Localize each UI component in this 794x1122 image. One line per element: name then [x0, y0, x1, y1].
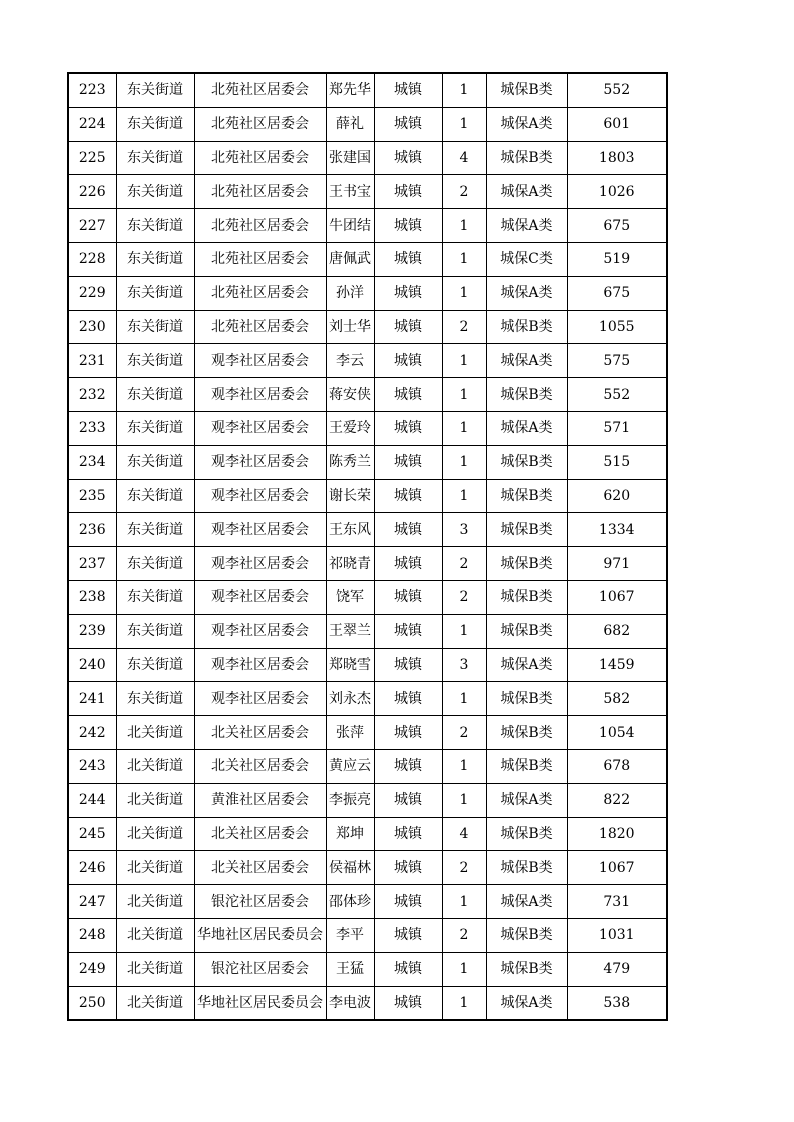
insurance-category-cell: 城保B类 — [486, 445, 567, 479]
insurance-category-cell: 城保A类 — [486, 344, 567, 378]
member-count-cell: 2 — [442, 310, 486, 344]
row-index-cell: 242 — [68, 716, 116, 750]
community-cell: 华地社区居民委员会 — [194, 986, 326, 1020]
household-type-cell: 城镇 — [374, 851, 442, 885]
roster-body — [68, 73, 667, 1020]
insurance-category-cell: 城保B类 — [486, 614, 567, 648]
amount-cell: 971 — [567, 547, 667, 581]
name-cell: 饶军 — [326, 580, 374, 614]
household-type-cell: 城镇 — [374, 580, 442, 614]
community-cell: 银沱社区居委会 — [194, 885, 326, 919]
household-type-cell: 城镇 — [374, 344, 442, 378]
amount-cell: 675 — [567, 209, 667, 243]
row-index-cell: 248 — [68, 918, 116, 952]
household-type-cell: 城镇 — [374, 513, 442, 547]
household-type-cell: 城镇 — [374, 175, 442, 209]
subdistrict-cell: 东关街道 — [116, 682, 194, 716]
row-index-cell: 231 — [68, 344, 116, 378]
row-index-cell: 233 — [68, 411, 116, 445]
table-row — [68, 885, 667, 919]
community-cell: 北关社区居委会 — [194, 716, 326, 750]
table-row — [68, 479, 667, 513]
row-index-cell: 223 — [68, 73, 116, 107]
community-cell: 北关社区居委会 — [194, 851, 326, 885]
name-cell: 郑坤 — [326, 817, 374, 851]
household-type-cell: 城镇 — [374, 682, 442, 716]
amount-cell: 519 — [567, 242, 667, 276]
community-cell: 观李社区居委会 — [194, 344, 326, 378]
amount-cell: 1067 — [567, 851, 667, 885]
member-count-cell: 3 — [442, 648, 486, 682]
household-type-cell: 城镇 — [374, 716, 442, 750]
community-cell: 银沱社区居委会 — [194, 952, 326, 986]
subdistrict-cell: 东关街道 — [116, 580, 194, 614]
amount-cell: 601 — [567, 107, 667, 141]
row-index-cell: 237 — [68, 547, 116, 581]
table-row — [68, 73, 667, 107]
community-cell: 北苑社区居委会 — [194, 276, 326, 310]
household-type-cell: 城镇 — [374, 479, 442, 513]
insurance-category-cell: 城保A类 — [486, 783, 567, 817]
row-index-cell: 224 — [68, 107, 116, 141]
amount-cell: 1334 — [567, 513, 667, 547]
table-row — [68, 242, 667, 276]
household-type-cell: 城镇 — [374, 276, 442, 310]
table-row — [68, 918, 667, 952]
name-cell: 王东风 — [326, 513, 374, 547]
member-count-cell: 1 — [442, 445, 486, 479]
amount-cell: 675 — [567, 276, 667, 310]
row-index-cell: 227 — [68, 209, 116, 243]
name-cell: 郑先华 — [326, 73, 374, 107]
household-type-cell: 城镇 — [374, 918, 442, 952]
amount-cell: 731 — [567, 885, 667, 919]
community-cell: 观李社区居委会 — [194, 547, 326, 581]
household-type-cell: 城镇 — [374, 749, 442, 783]
table-row — [68, 716, 667, 750]
amount-cell: 538 — [567, 986, 667, 1020]
insurance-category-cell: 城保B类 — [486, 479, 567, 513]
table-row — [68, 175, 667, 209]
subdistrict-cell: 东关街道 — [116, 513, 194, 547]
table-row — [68, 580, 667, 614]
table-row — [68, 276, 667, 310]
table-row — [68, 783, 667, 817]
row-index-cell: 240 — [68, 648, 116, 682]
subdistrict-cell: 东关街道 — [116, 411, 194, 445]
row-index-cell: 225 — [68, 141, 116, 175]
name-cell: 侯福林 — [326, 851, 374, 885]
member-count-cell: 2 — [442, 918, 486, 952]
subdistrict-cell: 东关街道 — [116, 648, 194, 682]
member-count-cell: 2 — [442, 580, 486, 614]
subdistrict-cell: 东关街道 — [116, 73, 194, 107]
table-row — [68, 851, 667, 885]
member-count-cell: 1 — [442, 986, 486, 1020]
table-row — [68, 817, 667, 851]
community-cell: 观李社区居委会 — [194, 614, 326, 648]
household-type-cell: 城镇 — [374, 310, 442, 344]
amount-cell: 479 — [567, 952, 667, 986]
member-count-cell: 1 — [442, 411, 486, 445]
insurance-category-cell: 城保B类 — [486, 378, 567, 412]
table-row — [68, 682, 667, 716]
subdistrict-cell: 东关街道 — [116, 479, 194, 513]
row-index-cell: 238 — [68, 580, 116, 614]
name-cell: 张萍 — [326, 716, 374, 750]
name-cell: 王爱玲 — [326, 411, 374, 445]
table-row — [68, 749, 667, 783]
table-row — [68, 547, 667, 581]
insurance-category-cell: 城保B类 — [486, 682, 567, 716]
subdistrict-cell: 北关街道 — [116, 952, 194, 986]
row-index-cell: 236 — [68, 513, 116, 547]
insurance-category-cell: 城保B类 — [486, 851, 567, 885]
household-type-cell: 城镇 — [374, 648, 442, 682]
row-index-cell: 250 — [68, 986, 116, 1020]
insurance-category-cell: 城保A类 — [486, 986, 567, 1020]
name-cell: 孙洋 — [326, 276, 374, 310]
community-cell: 观李社区居委会 — [194, 411, 326, 445]
subdistrict-cell: 东关街道 — [116, 209, 194, 243]
row-index-cell: 235 — [68, 479, 116, 513]
row-index-cell: 245 — [68, 817, 116, 851]
insurance-category-cell: 城保A类 — [486, 175, 567, 209]
member-count-cell: 4 — [442, 141, 486, 175]
amount-cell: 620 — [567, 479, 667, 513]
row-index-cell: 229 — [68, 276, 116, 310]
row-index-cell: 243 — [68, 749, 116, 783]
name-cell: 李电波 — [326, 986, 374, 1020]
community-cell: 观李社区居委会 — [194, 682, 326, 716]
household-type-cell: 城镇 — [374, 783, 442, 817]
community-cell: 观李社区居委会 — [194, 378, 326, 412]
amount-cell: 582 — [567, 682, 667, 716]
name-cell: 张建国 — [326, 141, 374, 175]
subdistrict-cell: 东关街道 — [116, 547, 194, 581]
household-type-cell: 城镇 — [374, 209, 442, 243]
amount-cell: 1803 — [567, 141, 667, 175]
household-type-cell: 城镇 — [374, 445, 442, 479]
community-cell: 北苑社区居委会 — [194, 107, 326, 141]
name-cell: 谢长荣 — [326, 479, 374, 513]
amount-cell: 1067 — [567, 580, 667, 614]
subdistrict-cell: 东关街道 — [116, 242, 194, 276]
member-count-cell: 2 — [442, 175, 486, 209]
subdistrict-cell: 东关街道 — [116, 378, 194, 412]
subdistrict-cell: 东关街道 — [116, 107, 194, 141]
community-cell: 北苑社区居委会 — [194, 175, 326, 209]
subdistrict-cell: 北关街道 — [116, 749, 194, 783]
subdistrict-cell: 北关街道 — [116, 986, 194, 1020]
table-row — [68, 141, 667, 175]
subdistrict-cell: 东关街道 — [116, 175, 194, 209]
member-count-cell: 1 — [442, 276, 486, 310]
amount-cell: 1459 — [567, 648, 667, 682]
subdistrict-cell: 北关街道 — [116, 817, 194, 851]
table-row — [68, 648, 667, 682]
member-count-cell: 2 — [442, 851, 486, 885]
name-cell: 蒋安侠 — [326, 378, 374, 412]
insurance-category-cell: 城保B类 — [486, 547, 567, 581]
amount-cell: 552 — [567, 73, 667, 107]
name-cell: 郑晓雪 — [326, 648, 374, 682]
table-row — [68, 513, 667, 547]
household-type-cell: 城镇 — [374, 73, 442, 107]
name-cell: 唐佩武 — [326, 242, 374, 276]
amount-cell: 571 — [567, 411, 667, 445]
member-count-cell: 1 — [442, 783, 486, 817]
name-cell: 王翠兰 — [326, 614, 374, 648]
insurance-category-cell: 城保A类 — [486, 276, 567, 310]
name-cell: 祁晓青 — [326, 547, 374, 581]
amount-cell: 552 — [567, 378, 667, 412]
community-cell: 北关社区居委会 — [194, 749, 326, 783]
name-cell: 邵体珍 — [326, 885, 374, 919]
household-type-cell: 城镇 — [374, 885, 442, 919]
member-count-cell: 1 — [442, 344, 486, 378]
name-cell: 薛礼 — [326, 107, 374, 141]
amount-cell: 575 — [567, 344, 667, 378]
name-cell: 王书宝 — [326, 175, 374, 209]
subdistrict-cell: 东关街道 — [116, 310, 194, 344]
household-type-cell: 城镇 — [374, 817, 442, 851]
amount-cell: 1031 — [567, 918, 667, 952]
row-index-cell: 239 — [68, 614, 116, 648]
community-cell: 北苑社区居委会 — [194, 141, 326, 175]
row-index-cell: 246 — [68, 851, 116, 885]
community-cell: 北关社区居委会 — [194, 817, 326, 851]
member-count-cell: 4 — [442, 817, 486, 851]
insurance-category-cell: 城保B类 — [486, 918, 567, 952]
insurance-category-cell: 城保B类 — [486, 817, 567, 851]
household-type-cell: 城镇 — [374, 952, 442, 986]
member-count-cell: 2 — [442, 547, 486, 581]
community-cell: 黄淮社区居委会 — [194, 783, 326, 817]
name-cell: 王猛 — [326, 952, 374, 986]
member-count-cell: 1 — [442, 242, 486, 276]
row-index-cell: 226 — [68, 175, 116, 209]
name-cell: 陈秀兰 — [326, 445, 374, 479]
amount-cell: 1026 — [567, 175, 667, 209]
row-index-cell: 241 — [68, 682, 116, 716]
table-row — [68, 209, 667, 243]
name-cell: 刘士华 — [326, 310, 374, 344]
row-index-cell: 244 — [68, 783, 116, 817]
community-cell: 北苑社区居委会 — [194, 242, 326, 276]
row-index-cell: 228 — [68, 242, 116, 276]
subdistrict-cell: 东关街道 — [116, 344, 194, 378]
insurance-category-cell: 城保A类 — [486, 648, 567, 682]
subdistrict-cell: 东关街道 — [116, 445, 194, 479]
community-cell: 北苑社区居委会 — [194, 73, 326, 107]
insurance-category-cell: 城保B类 — [486, 513, 567, 547]
insurance-category-cell: 城保A类 — [486, 107, 567, 141]
subdistrict-cell: 东关街道 — [116, 276, 194, 310]
member-count-cell: 3 — [442, 513, 486, 547]
community-cell: 北苑社区居委会 — [194, 209, 326, 243]
community-cell: 观李社区居委会 — [194, 479, 326, 513]
table-row — [68, 344, 667, 378]
household-type-cell: 城镇 — [374, 378, 442, 412]
row-index-cell: 247 — [68, 885, 116, 919]
table-row — [68, 986, 667, 1020]
amount-cell: 515 — [567, 445, 667, 479]
amount-cell: 678 — [567, 749, 667, 783]
row-index-cell: 232 — [68, 378, 116, 412]
roster-table — [67, 72, 668, 1021]
row-index-cell: 249 — [68, 952, 116, 986]
subdistrict-cell: 东关街道 — [116, 614, 194, 648]
table-row — [68, 107, 667, 141]
household-type-cell: 城镇 — [374, 141, 442, 175]
insurance-category-cell: 城保B类 — [486, 141, 567, 175]
member-count-cell: 1 — [442, 885, 486, 919]
table-row — [68, 310, 667, 344]
member-count-cell: 1 — [442, 209, 486, 243]
amount-cell: 682 — [567, 614, 667, 648]
name-cell: 黄应云 — [326, 749, 374, 783]
community-cell: 观李社区居委会 — [194, 580, 326, 614]
member-count-cell: 2 — [442, 716, 486, 750]
subdistrict-cell: 北关街道 — [116, 885, 194, 919]
table-row — [68, 411, 667, 445]
amount-cell: 822 — [567, 783, 667, 817]
household-type-cell: 城镇 — [374, 242, 442, 276]
row-index-cell: 234 — [68, 445, 116, 479]
household-type-cell: 城镇 — [374, 107, 442, 141]
name-cell: 李平 — [326, 918, 374, 952]
table-row — [68, 952, 667, 986]
name-cell: 李云 — [326, 344, 374, 378]
subdistrict-cell: 北关街道 — [116, 851, 194, 885]
member-count-cell: 1 — [442, 614, 486, 648]
insurance-category-cell: 城保A类 — [486, 411, 567, 445]
table-row — [68, 378, 667, 412]
insurance-category-cell: 城保B类 — [486, 310, 567, 344]
member-count-cell: 1 — [442, 378, 486, 412]
community-cell: 北苑社区居委会 — [194, 310, 326, 344]
household-type-cell: 城镇 — [374, 614, 442, 648]
member-count-cell: 1 — [442, 107, 486, 141]
household-type-cell: 城镇 — [374, 411, 442, 445]
insurance-category-cell: 城保B类 — [486, 952, 567, 986]
name-cell: 李振亮 — [326, 783, 374, 817]
insurance-category-cell: 城保C类 — [486, 242, 567, 276]
member-count-cell: 1 — [442, 749, 486, 783]
name-cell: 刘永杰 — [326, 682, 374, 716]
subdistrict-cell: 北关街道 — [116, 716, 194, 750]
member-count-cell: 1 — [442, 73, 486, 107]
amount-cell: 1820 — [567, 817, 667, 851]
insurance-category-cell: 城保B类 — [486, 73, 567, 107]
amount-cell: 1054 — [567, 716, 667, 750]
member-count-cell: 1 — [442, 952, 486, 986]
subdistrict-cell: 北关街道 — [116, 918, 194, 952]
subdistrict-cell: 东关街道 — [116, 141, 194, 175]
community-cell: 华地社区居民委员会 — [194, 918, 326, 952]
member-count-cell: 1 — [442, 479, 486, 513]
insurance-category-cell: 城保B类 — [486, 716, 567, 750]
insurance-category-cell: 城保A类 — [486, 209, 567, 243]
community-cell: 观李社区居委会 — [194, 445, 326, 479]
insurance-category-cell: 城保A类 — [486, 885, 567, 919]
row-index-cell: 230 — [68, 310, 116, 344]
amount-cell: 1055 — [567, 310, 667, 344]
household-type-cell: 城镇 — [374, 547, 442, 581]
name-cell: 牛团结 — [326, 209, 374, 243]
household-type-cell: 城镇 — [374, 986, 442, 1020]
insurance-category-cell: 城保B类 — [486, 580, 567, 614]
insurance-category-cell: 城保B类 — [486, 749, 567, 783]
community-cell: 观李社区居委会 — [194, 648, 326, 682]
community-cell: 观李社区居委会 — [194, 513, 326, 547]
member-count-cell: 1 — [442, 682, 486, 716]
table-row — [68, 445, 667, 479]
subdistrict-cell: 北关街道 — [116, 783, 194, 817]
table-row — [68, 614, 667, 648]
